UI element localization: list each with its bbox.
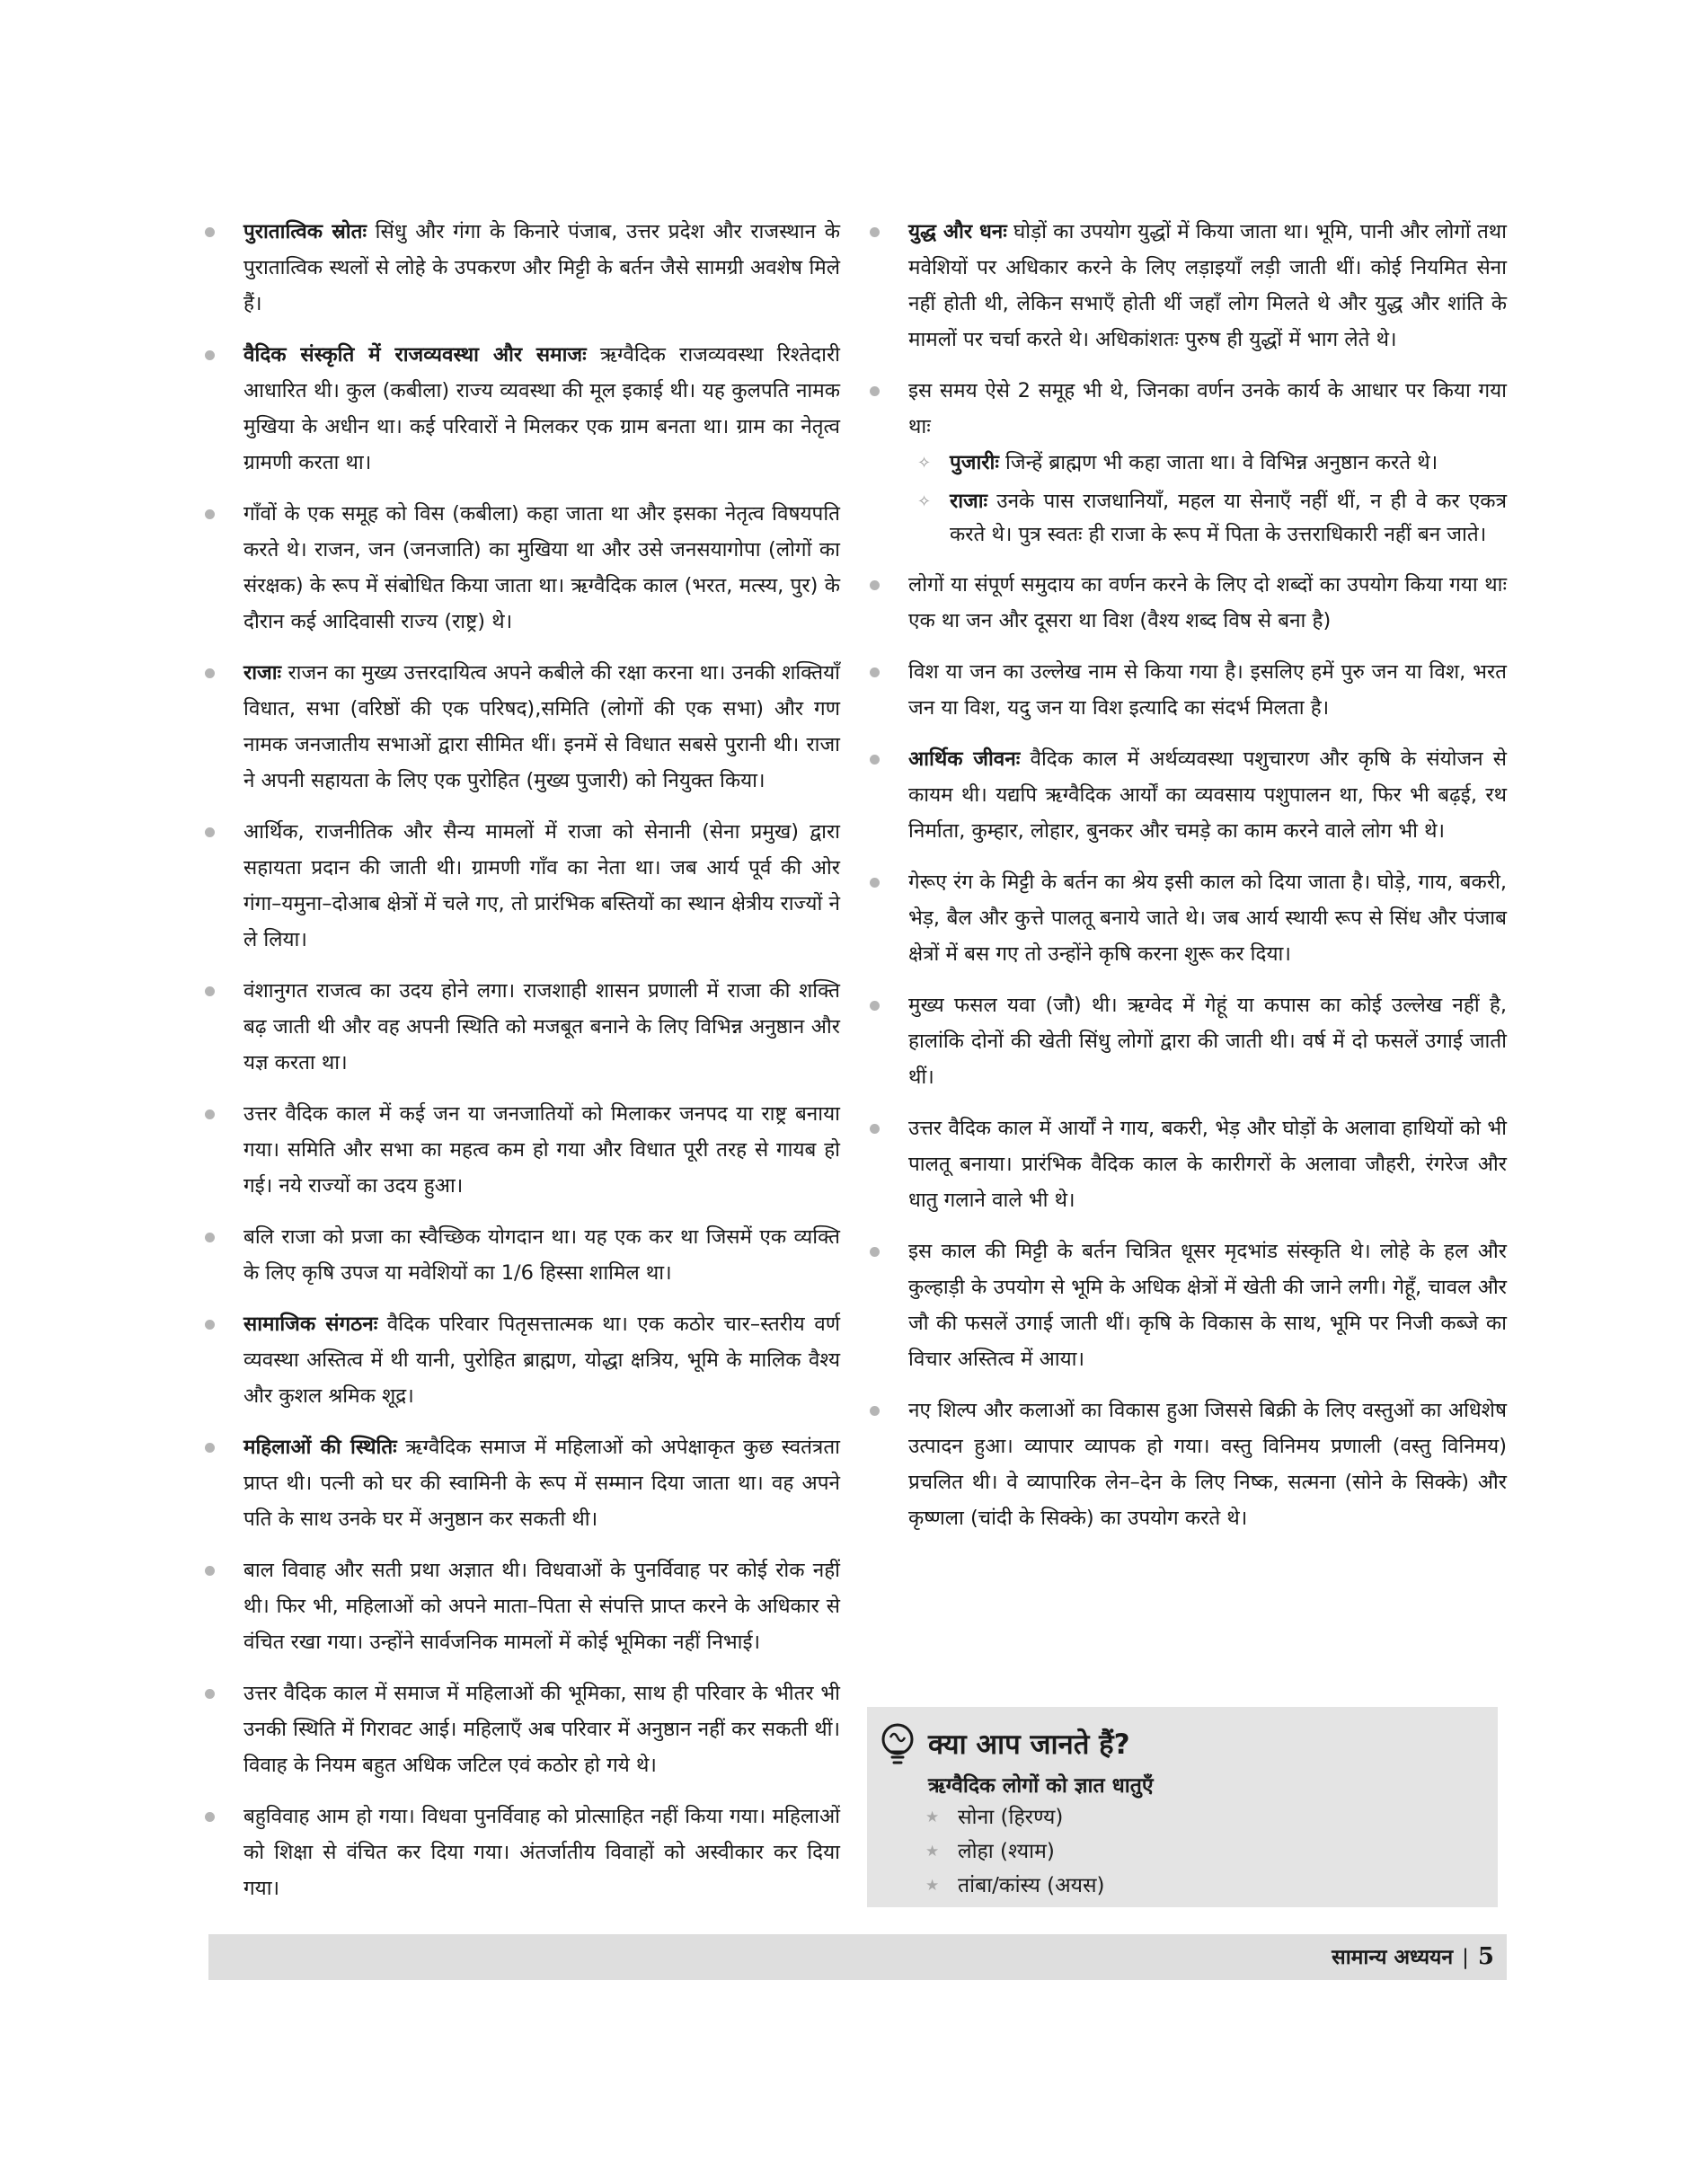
bullet-icon	[870, 1124, 880, 1134]
item-title: युद्ध और धनः	[908, 220, 1007, 243]
item-text: घोड़ों का उपयोग युद्धों में किया जाता था। भूमि, पानी और लोगों तथा मवेशियों पर अधिकार करने के लिए लड़ाइयाँ लड़ी जाती थीं। कोई नियमित सेना नहीं होती थी, लेकिन सभाएँ होती थीं जहाँ लोग मिलते थे और युद्ध और शांति के मामलों पर चर्चा करते थे। अधिकांशतः पुरुष ही युद्धों में भाग लेते थे।	[908, 220, 1507, 351]
list-item	[867, 214, 1507, 358]
item-text: गेरूए रंग के मिट्टी के बर्तन का श्रेय इसी काल को दिया जाता है। घोड़े, गाय, बकरी, भेड़, बैल और कुत्ते पालतू बनाये जाते थे। जब आर्य स्थायी रूप से सिंध और पंजाब क्षेत्रों में बस गए तो उन्होंने कृषि करना शुरू कर दिया।	[908, 871, 1507, 966]
bullet-icon	[870, 386, 880, 396]
list-item	[202, 655, 840, 799]
list-item	[202, 214, 840, 322]
bullet-icon	[205, 1109, 215, 1119]
did-you-know-box	[867, 1707, 1498, 1907]
footer-label: सामान्य अध्ययन	[1332, 1946, 1454, 1969]
bullet-icon	[205, 827, 215, 837]
item-title: आर्थिक जीवनः	[908, 747, 1021, 771]
sub-list-item	[908, 446, 1507, 480]
sub-item-text: जिन्हें ब्राह्मण भी कहा जाता था। वे विभिन्न अनुष्ठान करते थे।	[998, 451, 1438, 474]
sub-list	[908, 446, 1507, 552]
bullet-icon	[205, 986, 215, 996]
list-item	[202, 496, 840, 640]
bullet-icon	[205, 509, 215, 519]
metal-item	[925, 1869, 1105, 1903]
box-subtitle: ऋग्वैदिक लोगों को ज्ञात धातुएँ	[928, 1774, 1154, 1798]
bullet-icon	[205, 350, 215, 360]
list-item	[202, 1219, 840, 1291]
list-item	[202, 1552, 840, 1660]
left-column	[202, 214, 840, 1922]
metal-label: तांबा/कांस्य (अयस)	[958, 1874, 1105, 1897]
diamond-bullet-icon: ✧	[917, 454, 932, 473]
list-item	[202, 1306, 840, 1414]
bullet-icon	[205, 1233, 215, 1242]
list-item	[202, 337, 840, 481]
list-item	[202, 1675, 840, 1783]
list-item	[867, 864, 1507, 972]
star-icon: ★	[925, 1808, 940, 1826]
item-text: उत्तर वैदिक काल में आर्यों ने गाय, बकरी, भेड़ और घोड़ों के अलावा हाथियों को भी पालतू बनाया। प्रारंभिक वैदिक काल के कारीगरों के अलावा जौहरी, रंगरेज और धातु गलाने वाले भी थे।	[908, 1117, 1507, 1212]
item-text: बलि राजा को प्रजा का स्वैच्छिक योगदान था। यह एक कर था जिसमें एक व्यक्ति के लिए कृषि उपज या मवेशियों का 1/6 हिस्सा शामिल था।	[243, 1225, 840, 1285]
bullet-icon	[870, 667, 880, 677]
bullet-icon	[205, 1443, 215, 1453]
diamond-bullet-icon: ✧	[917, 492, 932, 511]
sub-item-title: पुजारीः	[950, 451, 999, 474]
item-text: वैदिक परिवार पितृसत्तात्मक था। एक कठोर चार–स्तरीय वर्ण व्यवस्था अस्तित्व में थी यानी, पुरोहित ब्राह्मण, योद्धा क्षत्रिय, भूमि के मालिक वैश्य और कुशल श्रमिक शूद्र।	[243, 1313, 840, 1408]
item-text: इस समय ऐसे 2 समूह भी थे, जिनका वर्णन उनके कार्य के आधार पर किया गया थाः	[908, 379, 1507, 438]
bullet-icon	[205, 668, 215, 678]
metal-item	[925, 1834, 1105, 1869]
bullet-icon	[205, 1320, 215, 1330]
item-title: राजाः	[243, 661, 282, 685]
list-item	[867, 373, 1507, 552]
item-text: गाँवों के एक समूह को विस (कबीला) कहा जाता था और इसका नेतृत्व विषयपति करते थे। राजन, जन (जनजाति) का मुखिया था और उसे जनसयागोपा (लोगों का संरक्षक) के रूप में संबोधित किया जाता था। ऋग्वैदिक काल (भरत, मत्स्य, पुर) के दौरान कई आदिवासी राज्य (राष्ट्र) थे।	[243, 502, 840, 633]
list-item	[867, 654, 1507, 726]
list-item	[202, 1429, 840, 1537]
item-text: ऋग्वैदिक समाज में महिलाओं को अपेक्षाकृत कुछ स्वतंत्रता प्राप्त थी। पत्नी को घर की स्वामिनी के रूप में सम्मान दिया जाता था। वह अपने पति के साथ उनके घर में अनुष्ठान कर सकती थी।	[243, 1436, 840, 1531]
left-bullet-list	[202, 214, 840, 1906]
bullet-icon	[870, 1247, 880, 1257]
item-text: वंशानुगत राजत्व का उदय होने लगा। राजशाही शासन प्रणाली में राजा की शक्ति बढ़ जाती थी और वह अपनी स्थिति को मजबूत बनाने के लिए विभिन्न अनुष्ठान और यज्ञ करता था।	[243, 979, 840, 1074]
bullet-icon	[205, 1566, 215, 1576]
bullet-icon	[205, 1812, 215, 1822]
item-text: ऋग्वैदिक राजव्यवस्था रिश्तेदारी आधारित थी। कुल (कबीला) राज्य व्यवस्था की मूल इकाई थी। यह कुलपति नामक मुखिया के अधीन था। कई परिवारों ने मिलकर एक ग्राम बनता था। ग्राम का नेतृत्व ग्रामणी करता था।	[243, 343, 841, 474]
bullet-icon	[205, 1689, 215, 1699]
sub-list-item	[908, 485, 1507, 552]
metal-label: लोहा (श्याम)	[958, 1840, 1055, 1863]
metal-label: सोना (हिरण्य)	[958, 1806, 1064, 1829]
footer-separator: |	[1462, 1946, 1469, 1969]
item-text: इस काल की मिट्टी के बर्तन चित्रित धूसर मृदभांड संस्कृति थे। लोहे के हल और कुल्हाड़ी के उपयोग से भूमि के अधिक क्षेत्रों में खेती की जाने लगी। गेहूँ, चावल और जौ की फसलें उगाई जाती थीं। कृषि के विकास के साथ, भूमि पर निजी कब्जे का विचार अस्तित्व में आया।	[908, 1240, 1507, 1371]
right-column	[867, 214, 1507, 1551]
item-title: पुरातात्विक स्रोतः	[243, 220, 367, 243]
star-icon: ★	[925, 1877, 940, 1895]
footer-bar	[208, 1934, 1507, 1980]
sub-item-title: राजाः	[950, 490, 988, 513]
item-text: राजन का मुख्य उत्तरदायित्व अपने कबीले की रक्षा करना था। उनकी शक्तियाँ विधात, सभा (वरिष्ठों की एक परिषद),समिति (लोगों की एक सभा) और गण नामक जनजातीय सभाओं द्वारा सीमित थीं। इनमें से विधात सबसे पुरानी थी। राजा ने अपनी सहायता के लिए एक पुरोहित (मुख्य पुजारी) को नियुक्त किया।	[243, 661, 840, 792]
sub-item-text: उनके पास राजधानियाँ, महल या सेनाएँ नहीं थीं, न ही वे कर एकत्र करते थे। पुत्र स्वतः ही राजा के रूप में पिता के उत्तराधिकारी नहीं बन जाते।	[950, 490, 1507, 546]
list-item	[202, 973, 840, 1081]
list-item	[202, 814, 840, 958]
item-text: नए शिल्प और कलाओं का विकास हुआ जिससे बिक्री के लिए वस्तुओं का अधिशेष उत्पादन हुआ। व्यापार व्यापक हो गया। वस्तु विनिमय प्रणाली (वस्तु विनिमय) प्रचलित थी। वे व्यापारिक लेन–देन के लिए निष्क, सत्मना (सोने के सिक्के) और कृष्णला (चांदी के सिक्के) का उपयोग करते थे।	[908, 1399, 1507, 1530]
bullet-icon	[870, 580, 880, 590]
footer-text	[1332, 1941, 1494, 1970]
item-text: उत्तर वैदिक काल में समाज में महिलाओं की भूमिका, साथ ही परिवार के भीतर भी उनकी स्थिति में गिरावट आई। महिलाएँ अब परिवार में अनुष्ठान नहीं कर सकती थीं। विवाह के नियम बहुत अधिक जटिल एवं कठोर हो गये थे।	[243, 1682, 840, 1777]
bullet-icon	[870, 755, 880, 765]
metal-list	[925, 1800, 1105, 1903]
right-bullet-list	[867, 214, 1507, 1536]
item-title: महिलाओं की स्थितिः	[243, 1436, 397, 1459]
item-text: सिंधु और गंगा के किनारे पंजाब, उत्तर प्रदेश और राजस्थान के पुरातात्विक स्थलों से लोहे के उपकरण और मिट्टी के बर्तन जैसे सामग्री अवशेष मिले हैं।	[243, 220, 840, 315]
item-text: बहुविवाह आम हो गया। विधवा पुनर्विवाह को प्रोत्साहित नहीं किया गया। महिलाओं को शिक्षा से वंचित कर दिया गया। अंतर्जातीय विवाहों को अस्वीकार कर दिया गया।	[243, 1805, 840, 1900]
list-item	[867, 1392, 1507, 1536]
list-item	[867, 987, 1507, 1095]
item-title: वैदिक संस्कृति में राजव्यवस्था और समाजः	[243, 343, 587, 367]
item-text: बाल विवाह और सती प्रथा अज्ञात थी। विधवाओं के पुनर्विवाह पर कोई रोक नहीं थी। फिर भी, महिलाओं को अपने माता–पिता से संपत्ति प्राप्त करने के अधिकार से वंचित रखा गया। उन्होंने सार्वजनिक मामलों में कोई भूमिका नहीं निभाई।	[243, 1559, 840, 1654]
bullet-icon	[870, 878, 880, 888]
box-title: क्या आप जानते हैं?	[928, 1728, 1130, 1761]
lightbulb-icon	[876, 1721, 919, 1768]
item-text: विश या जन का उल्लेख नाम से किया गया है। इसलिए हमें पुरु जन या विश, भरत जन या विश, यदु जन या विश इत्यादि का संदर्भ मिलता है।	[908, 660, 1507, 720]
list-item	[202, 1096, 840, 1204]
list-item	[867, 1233, 1507, 1377]
list-item	[867, 741, 1507, 849]
item-text: उत्तर वैदिक काल में कई जन या जनजातियों को मिलाकर जनपद या राष्ट्र बनाया गया। समिति और सभा का महत्व कम हो गया और विधात पूरी तरह से गायब हो गई। नये राज्यों का उदय हुआ।	[243, 1102, 840, 1198]
item-text: लोगों या संपूर्ण समुदाय का वर्णन करने के लिए दो शब्दों का उपयोग किया गया थाः एक था जन और दूसरा था विश (वैश्य शब्द विष से बना है)	[908, 573, 1507, 632]
bullet-icon	[205, 227, 215, 237]
item-text: वैदिक काल में अर्थव्यवस्था पशुचारण और कृषि के संयोजन से कायम थी। यद्यपि ऋग्वैदिक आर्यों का व्यवसाय पशुपालन था, फिर भी बढ़ई, रथ निर्माता, कुम्हार, लोहार, बुनकर और चमड़े का काम करने वाले लोग भी थे।	[908, 747, 1507, 843]
list-item	[867, 567, 1507, 639]
bullet-icon	[870, 227, 880, 237]
item-title: सामाजिक संगठनः	[243, 1313, 378, 1336]
item-text: मुख्य फसल यवा (जौ) थी। ऋग्वेद में गेहूं या कपास का कोई उल्लेख नहीं है, हालांकि दोनों की खेती सिंधु लोगों द्वारा की जाती थी। वर्ष में दो फसलें उगाई जाती थीं।	[908, 994, 1507, 1089]
list-item	[202, 1799, 840, 1906]
metal-item	[925, 1800, 1105, 1834]
list-item	[867, 1110, 1507, 1218]
bullet-icon	[870, 1406, 880, 1416]
item-text: आर्थिक, राजनीतिक और सैन्य मामलों में राजा को सेनानी (सेना प्रमुख) द्वारा सहायता प्रदान की जाती थी। ग्रामणी गाँव का नेता था। जब आर्य पूर्व की ओर गंगा–यमुना–दोआब क्षेत्रों में चले गए, तो प्रारंभिक बस्तियों का स्थान क्षेत्रीय राज्यों ने ले लिया।	[243, 820, 840, 951]
bullet-icon	[870, 1001, 880, 1011]
page-number: 5	[1477, 1943, 1494, 1970]
star-icon: ★	[925, 1843, 940, 1861]
